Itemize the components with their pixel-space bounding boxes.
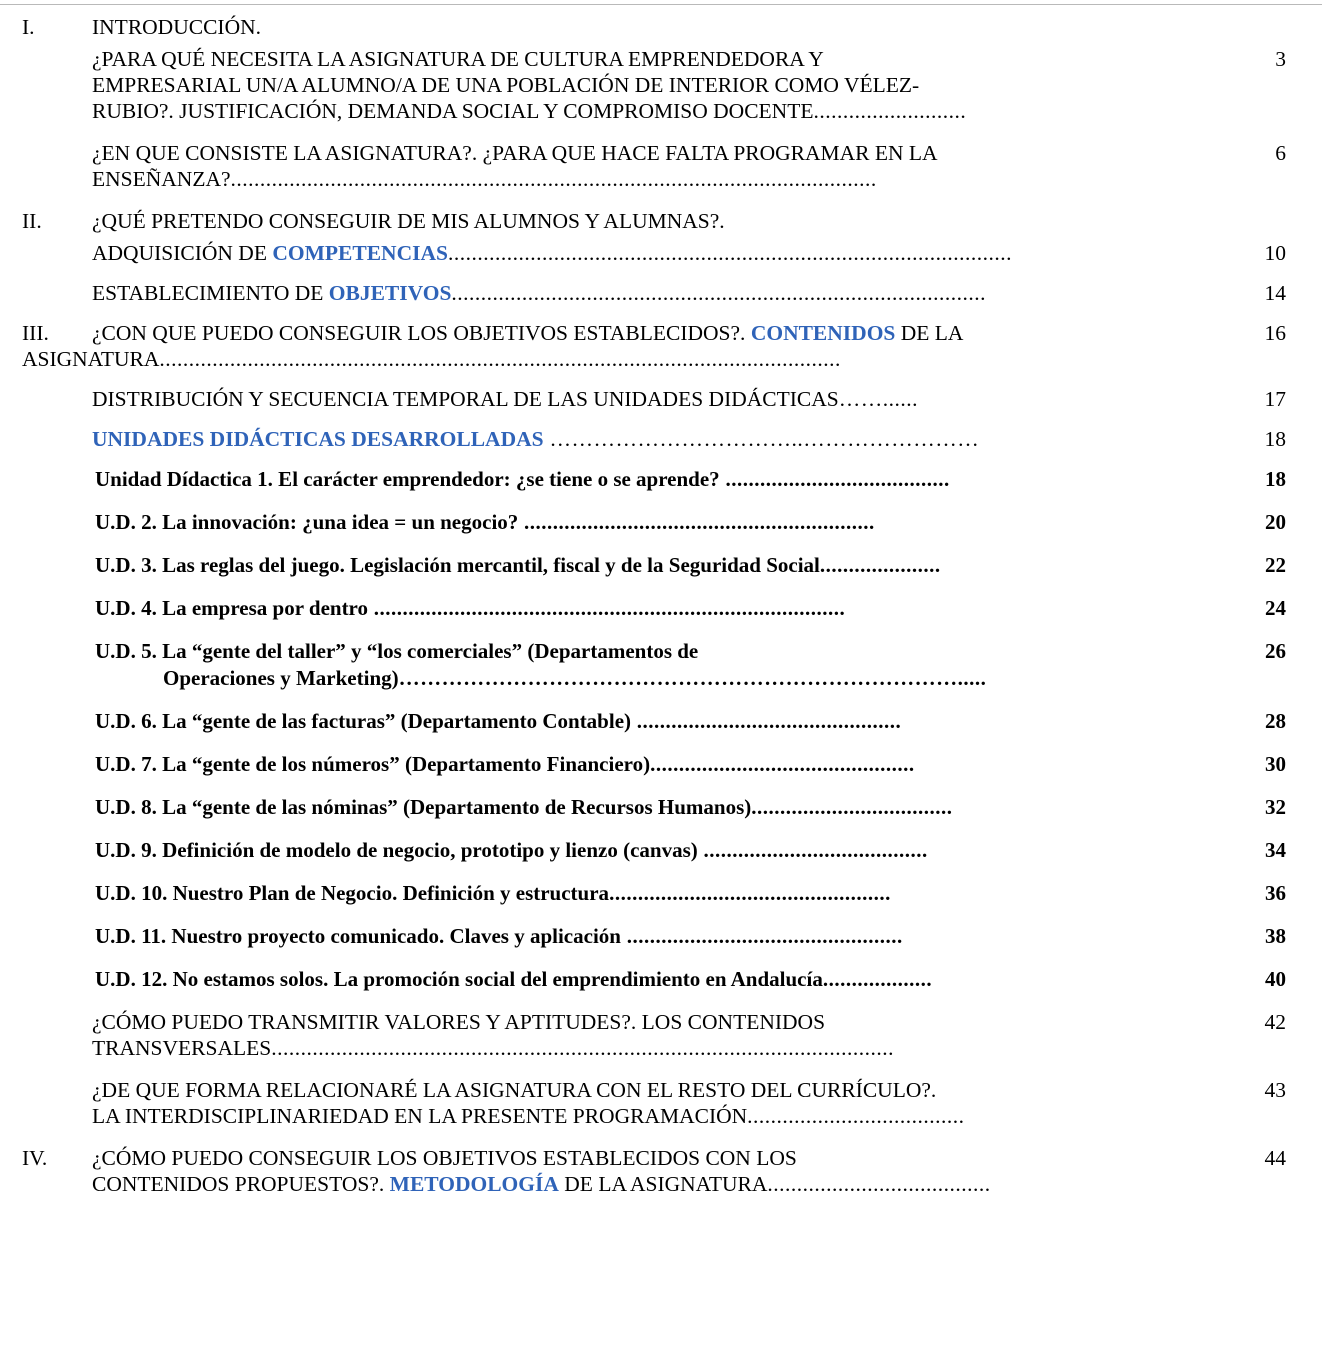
toc-page-number: 3: [1275, 47, 1286, 71]
toc-section-first-line: [22, 1145, 1286, 1171]
toc-entry-line: RUBIO?. JUSTIFICACIÓN, DEMANDA SOCIAL Y COMPROMISO DOCENTE: [92, 99, 814, 123]
table-of-contents: [0, 14, 1322, 1211]
toc-entry-distribucion[interactable]: [22, 386, 1286, 412]
dot-leader: ……………………………..……………………: [543, 427, 980, 451]
toc-unit-label: U.D. 9. Definición de modelo de negocio, prototipo y lienzo (canvas): [95, 838, 698, 862]
toc-page-number: 20: [1265, 510, 1286, 534]
toc-page-number: 44: [1264, 1146, 1286, 1170]
dot-leader: .......................................: [719, 467, 950, 491]
dot-leader: ................................................................................................: [447, 241, 1012, 265]
toc-entry-interdisciplinariedad[interactable]: [22, 1077, 1286, 1129]
toc-unit-label: U.D. 6. La “gente de las facturas” (Departamento Contable): [95, 709, 632, 733]
section-numeral: II.: [22, 209, 42, 233]
toc-unit-label: U.D. 12. No estamos solos. La promoción social del emprendimiento en Andalucía: [95, 967, 823, 991]
dot-leader: ..............................................: [631, 709, 902, 733]
section-numeral: I.: [22, 15, 35, 39]
dot-leader: ..........................: [813, 99, 967, 123]
toc-unit-item[interactable]: [22, 880, 1286, 907]
dot-leader: ..................................................................................: [368, 596, 846, 620]
toc-unit-label: U.D. 3. Las reglas del juego. Legislación mercantil, fiscal y de la Seguridad Social: [95, 553, 820, 577]
toc-unit-item[interactable]: [22, 509, 1286, 536]
toc-unit-item[interactable]: [22, 708, 1286, 735]
toc-entry-accent: COMPETENCIAS: [272, 241, 448, 265]
toc-page-number: 43: [1264, 1078, 1286, 1102]
toc-entry-line: ¿DE QUE FORMA RELACIONARÉ LA ASIGNATURA CON EL RESTO DEL CURRÍCULO?.: [92, 1078, 937, 1102]
toc-entry-label: ADQUISICIÓN DE: [92, 241, 273, 265]
toc-entry-line: TRANSVERSALES: [92, 1036, 272, 1060]
toc-unit-label: U.D. 10. Nuestro Plan de Negocio. Definición y estructura: [95, 881, 610, 905]
toc-entry-line: ¿CÓMO PUEDO TRANSMITIR VALORES Y APTITUDES?. LOS CONTENIDOS: [92, 1010, 826, 1034]
toc-entry-line: CONTENIDOS PROPUESTOS?.: [92, 1172, 390, 1196]
section-title: ¿QUÉ PRETENDO CONSEGUIR DE MIS ALUMNOS Y ALUMNAS?.: [92, 209, 725, 233]
toc-page-number: 34: [1265, 838, 1286, 862]
toc-unit-item[interactable]: [22, 638, 1286, 692]
toc-unit-label: U.D. 8. La “gente de las nóminas” (Departamento de Recursos Humanos): [95, 795, 752, 819]
toc-unit-item[interactable]: [22, 751, 1286, 778]
toc-entry-accent: UNIDADES DIDÁCTICAS DESARROLLADAS: [92, 427, 544, 451]
toc-entry-justificacion[interactable]: [22, 46, 1286, 124]
dot-leader: ..............................................................................................................: [230, 167, 877, 191]
toc-page-number: 36: [1265, 881, 1286, 905]
toc-section-2[interactable]: [22, 208, 1286, 234]
toc-unit-label: U.D. 5. La “gente del taller” y “los comerciales” (Departamentos de: [95, 639, 699, 663]
toc-page-number: 40: [1265, 967, 1286, 991]
toc-page-number: 6: [1275, 141, 1286, 165]
dot-leader: ...................: [822, 967, 933, 991]
toc-entry-line: ENSEÑANZA?: [92, 167, 231, 191]
page-top-rule: [0, 4, 1322, 5]
dot-leader: ..............................................: [650, 752, 915, 776]
toc-entry-competencias[interactable]: [22, 240, 1286, 266]
dot-leader: .......................................: [697, 838, 928, 862]
toc-entry-label: ESTABLECIMIENTO DE: [92, 281, 329, 305]
toc-section-second-line: [22, 1171, 1286, 1197]
dot-leader: ..........................................................................................................: [271, 1036, 894, 1060]
toc-entry-en-que-consiste[interactable]: [22, 140, 1286, 192]
toc-entry-line: ¿EN QUE CONSISTE LA ASIGNATURA?. ¿PARA QUE HACE FALTA PROGRAMAR EN LA: [92, 141, 938, 165]
dot-leader: ...................................: [751, 795, 953, 819]
dot-leader: …………………………………………………………………….....: [398, 666, 987, 690]
toc-section-1[interactable]: [22, 14, 1286, 40]
section-title: INTRODUCCIÓN.: [92, 15, 262, 39]
toc-entry-line: ASIGNATURA: [22, 347, 160, 371]
toc-section-4[interactable]: [22, 1145, 1286, 1197]
toc-page-number: 28: [1265, 709, 1286, 733]
toc-unit-item[interactable]: [22, 466, 1286, 493]
toc-page-number: 14: [1264, 281, 1286, 305]
toc-entry-line-tail: DE LA ASIGNATURA: [558, 1172, 768, 1196]
dot-leader: .....................: [819, 553, 941, 577]
toc-entry-transversales[interactable]: [22, 1009, 1286, 1061]
toc-unit-item[interactable]: [22, 552, 1286, 579]
toc-page-number: 16: [1264, 321, 1286, 345]
dot-leader: .....................................: [747, 1104, 965, 1128]
toc-page-number: 26: [1265, 639, 1286, 663]
toc-unit-label: U.D. 4. La empresa por dentro: [95, 596, 368, 620]
toc-page-number: 42: [1264, 1010, 1286, 1034]
dot-leader: ......................................: [767, 1172, 991, 1196]
section-title-tail: DE LA: [895, 321, 964, 345]
dot-leader: ....................................................................................................................: [159, 347, 841, 371]
section-accent: CONTENIDOS: [750, 321, 896, 345]
dot-leader: .................................................: [609, 881, 891, 905]
section-numeral: III.: [22, 321, 49, 345]
dot-leader: .............................................................: [518, 510, 875, 534]
toc-entry-line: LA INTERDISCIPLINARIEDAD EN LA PRESENTE PROGRAMACIÓN: [92, 1104, 748, 1128]
toc-unit-item[interactable]: [22, 837, 1286, 864]
toc-unit-continuation: [95, 665, 1286, 692]
toc-page-number: 10: [1264, 241, 1286, 265]
toc-page-number: 30: [1265, 752, 1286, 776]
dot-leader: ...........................................................................................: [451, 281, 987, 305]
toc-unit-item[interactable]: [22, 966, 1286, 993]
toc-page-number: 17: [1264, 387, 1286, 411]
toc-entry-label: DISTRIBUCIÓN Y SECUENCIA TEMPORAL DE LAS UNIDADES DIDÁCTICAS: [92, 387, 839, 411]
section-title: ¿CÓMO PUEDO CONSEGUIR LOS OBJETIVOS ESTABLECIDOS CON LOS: [92, 1146, 797, 1170]
toc-unit-label: U.D. 11. Nuestro proyecto comunicado. Claves y aplicación: [95, 924, 621, 948]
toc-unit-label: U.D. 2. La innovación: ¿una idea = un negocio?: [95, 510, 519, 534]
toc-unit-item[interactable]: [22, 595, 1286, 622]
toc-page-number: 24: [1265, 596, 1286, 620]
toc-page-number: 22: [1265, 553, 1286, 577]
toc-section-3[interactable]: [22, 320, 1286, 372]
toc-entry-accent: OBJETIVOS: [328, 281, 452, 305]
toc-page-number: 38: [1265, 924, 1286, 948]
toc-entry-objetivos[interactable]: [22, 280, 1286, 306]
section-accent: METODOLOGÍA: [389, 1172, 559, 1196]
toc-page-number: 32: [1265, 795, 1286, 819]
toc-unit-label: Unidad Dídactica 1. El carácter emprendedor: ¿se tiene o se aprende?: [95, 467, 720, 491]
toc-unit-item[interactable]: [22, 794, 1286, 821]
toc-entry-unidades-desarrolladas[interactable]: [22, 426, 1286, 452]
toc-section-first-line: [22, 320, 1286, 346]
dot-leader: ……......: [838, 387, 918, 411]
toc-unit-item[interactable]: [22, 923, 1286, 950]
toc-page-number: 18: [1264, 427, 1286, 451]
toc-page-number: 18: [1265, 467, 1286, 491]
dot-leader: ................................................: [620, 924, 903, 948]
toc-entry-line: EMPRESARIAL UN/A ALUMNO/A DE UNA POBLACIÓN DE INTERIOR COMO VÉLEZ-: [92, 73, 920, 97]
section-numeral: IV.: [22, 1146, 48, 1170]
toc-unit-continuation-text: Operaciones y Marketing): [163, 666, 399, 690]
section-title: ¿CON QUE PUEDO CONSEGUIR LOS OBJETIVOS ESTABLECIDOS?.: [92, 321, 751, 345]
toc-unit-label: U.D. 7. La “gente de los números” (Departamento Financiero): [95, 752, 651, 776]
toc-entry-line: ¿PARA QUÉ NECESITA LA ASIGNATURA DE CULTURA EMPRENDEDORA Y: [92, 47, 824, 71]
